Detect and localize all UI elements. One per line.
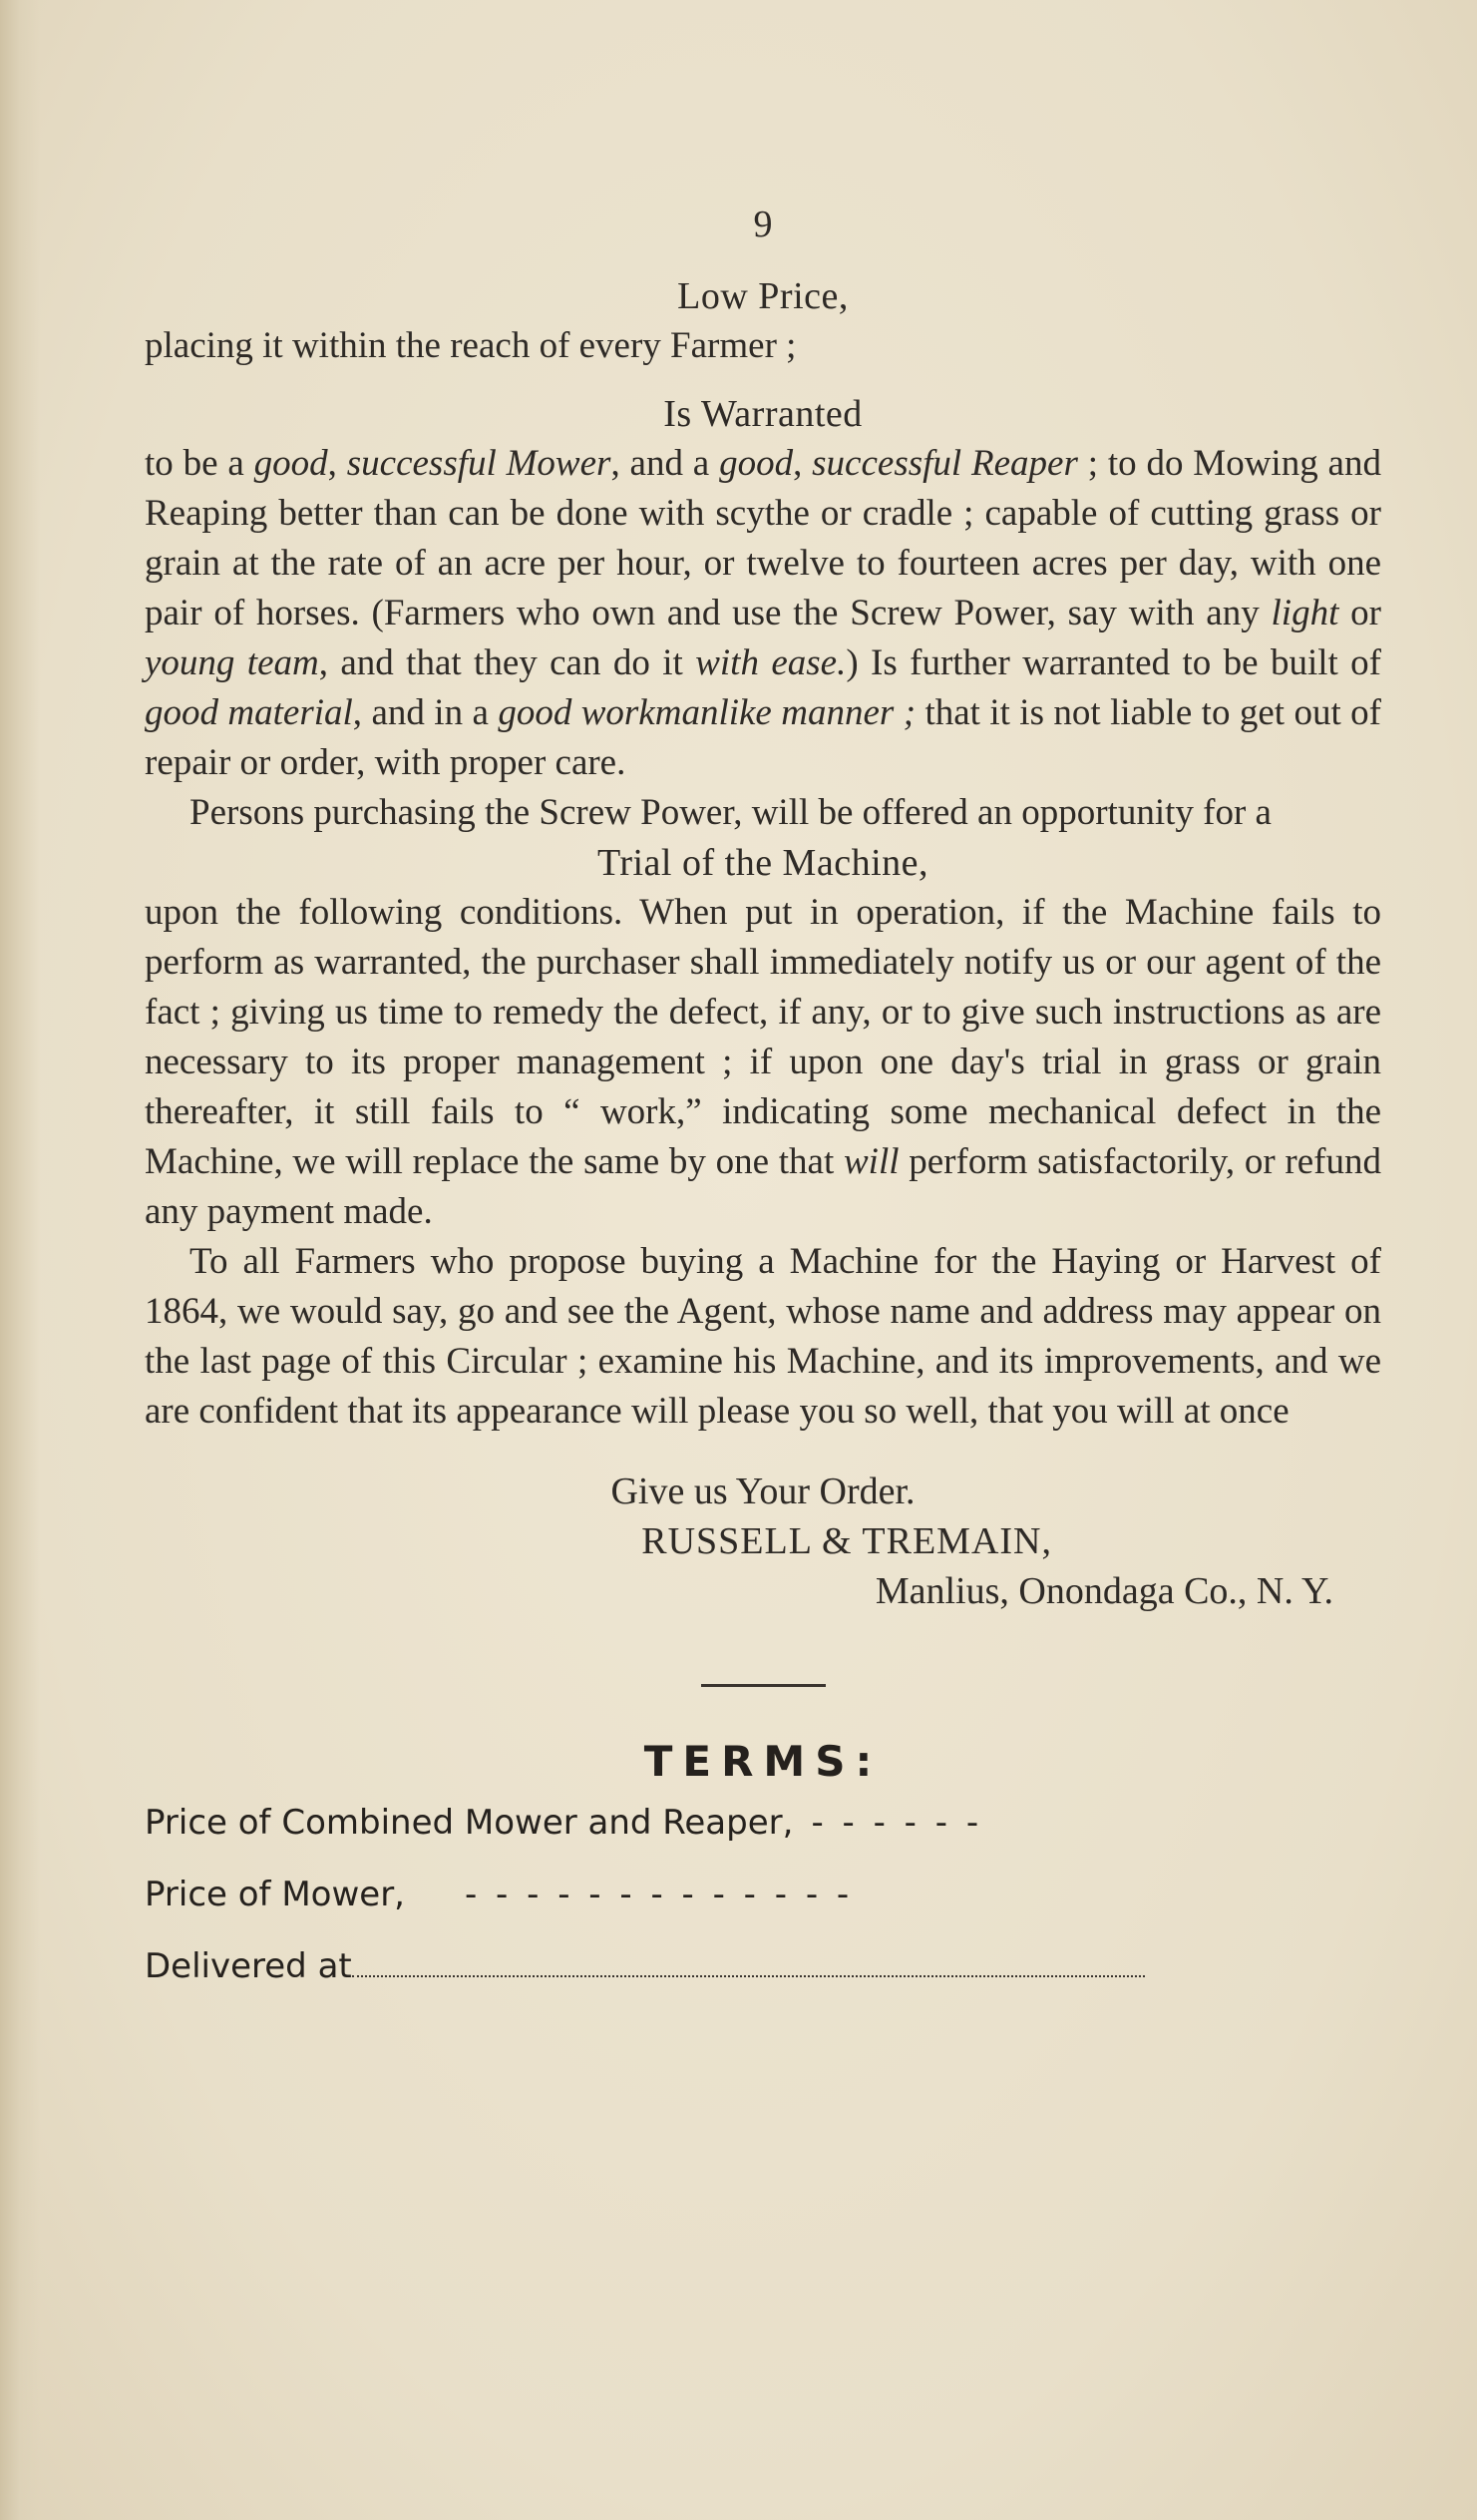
- term-label-mower: Price of Mower,: [145, 1875, 405, 1914]
- paragraph-persons: Persons purchasing the Screw Power, will be offered an opportunity for a: [189, 792, 1272, 833]
- paragraph-farmers: To all Farmers who propose buying a Machine for the Haying or Harvest of 1864, we would say, go and see the Agent, whose name and address may appear on the last page of this Circular ; examine his Machine, and its improvements, and we are confident that its appearance will please you so well, that you will at once: [145, 1241, 1381, 1432]
- page-number: 9: [753, 204, 773, 245]
- delivered-blank-line: [352, 1951, 1145, 1977]
- page-content: [145, 200, 1381, 2002]
- heading-warranted: Is Warranted: [663, 393, 863, 435]
- heading-low-price: Low Price,: [677, 275, 849, 317]
- divider-rule: [701, 1684, 826, 1687]
- term-dashes-mower: - - - - - - - - - - - - -: [464, 1875, 854, 1914]
- term-row-mower: [145, 1859, 1381, 1930]
- term-row-delivered: [145, 1930, 1381, 2002]
- paragraph-warranty: to be a good, successful Mower, and a good, successful Reaper ; to do Mowing and Reaping better than can be done with scythe or cradle ; capable of cutting grass or grain at the rate of an acre per hour, or twelve to fourteen acres per day, with one pair of horses. (Farmers who own and use the Screw Power, say with any light or young team, and that they can do it with ease.) Is further warranted to be built of good material, and in a good workmanlike manner ; that it is not liable to get out of repair or order, with proper care.: [145, 443, 1382, 783]
- book-gutter: [0, 0, 40, 2520]
- paragraph-trial: upon the following conditions. When put in operation, if the Machine fails to perform as warranted, the purchaser shall immediately notify us or our agent of the fact ; giving us time to remedy the defect, if any, or to give such instructions as are necessary to its proper management ; if upon one day's trial in grass or grain thereafter, it still fails to “ work,” indicating some mechanical defect in the Machine, we will replace the same by one that will perform satisfactorily, or refund any payment made.: [145, 892, 1381, 1232]
- firm-address: Manlius, Onondaga Co., N. Y.: [875, 1570, 1333, 1612]
- term-dashes-combined: - - - - - -: [811, 1803, 983, 1843]
- firm-name: RUSSELL & TREMAIN,: [641, 1520, 1052, 1562]
- term-label-delivered: Delivered at: [145, 1946, 352, 1986]
- closing-order: Give us Your Order.: [610, 1470, 916, 1512]
- term-label-combined: Price of Combined Mower and Reaper,: [145, 1803, 794, 1843]
- term-row-combined: [145, 1787, 1381, 1859]
- heading-trial: Trial of the Machine,: [596, 842, 929, 884]
- terms-title: TERMS:: [643, 1737, 883, 1786]
- paragraph-reach: placing it within the reach of every Farmer ;: [145, 325, 797, 366]
